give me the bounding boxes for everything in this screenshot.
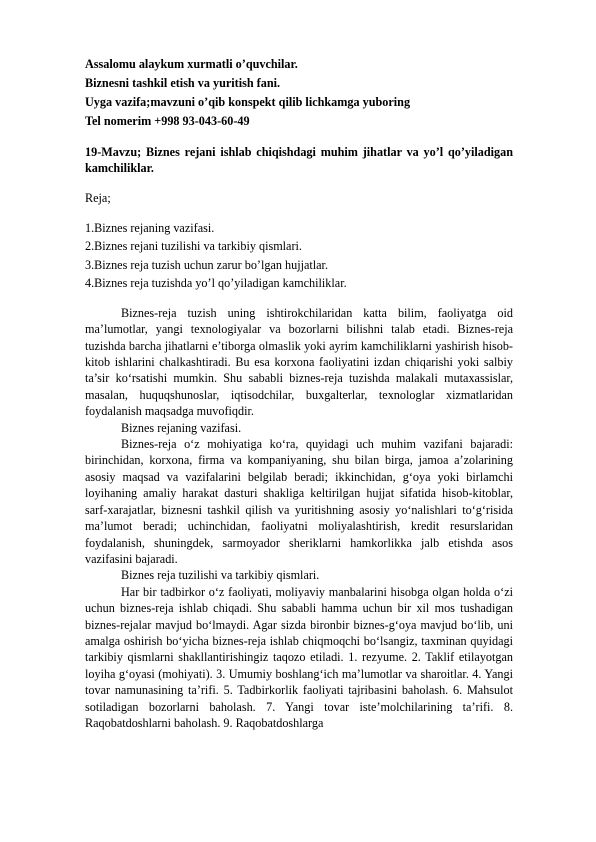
plan-item: 1.Biznes rejaning vazifasi. [85,220,215,235]
plan-list [85,219,513,293]
plan-item: 4.Biznes reja tuzishda yo’l qo’yiladigan kamchiliklar. [85,276,347,291]
subject-line: Biznesni tashkil etish va yuritish fani. [85,76,281,90]
phone-line: Tel nomerim +998 93-043-60-49 [85,114,250,128]
document-page [85,55,513,731]
body-text [85,305,513,732]
section-heading-tuzilishi: Biznes reja tuzilishi va tarkibiy qismlari. [121,568,320,583]
plan-label: Reja; [85,190,111,205]
plan-item: 3.Biznes reja tuzish uchun zarur bo’lgan hujjatlar. [85,257,328,272]
greeting-line: Assalomu alaykum xurmatli o’quvchilar. [85,57,298,71]
paragraph-tuzilishi: Har bir tadbirkor o‘z faoliyati, moliyaviy manbalarini hisobga olgan holda o‘zi uchun biznes-reja ishlab chiqadi. Shu sababli hamma uchun bir xil mos tushadigan biznes-rejalar mavjud bo‘lmaydi. Agar sizda bironbir biznes-g‘oya mavjud bo‘lib, uni amalga oshirish bo‘yicha biznes-reja ishlab chiqmoqchi bo‘lsangiz, taxminan quyidagi tarkibiy qismlarni shakllantirishingiz taqozo etiladi. 1. rezyume. 2. Taklif etilayotgan loyiha g‘oyasi (mohiyati). 3. Umumiy boshlang‘ich ma’lumotlar va sharoitlar. 4. Yangi tovar namunasining ta’rifi. 5. Tadbirkorlik faoliyati tajribasini baholash. 6. Mahsulot sotiladigan bozorlarni baholash. 7. Yangi tovar iste’molchilarining ta’rifi. 8. Raqobatdoshlarni baholash. 9. Raqobatdoshlarga [85,584,513,730]
topic-title: 19-Mavzu; Biznes rejani ishlab chiqishdagi muhim jihatlar va yo’l qo’yiladigan kamchiliklar. [85,145,513,176]
paragraph-vazifasi: Biznes-reja o‘z mohiyatiga ko‘ra, quyidagi uch muhim vazifani bajaradi: birinchidan, korxona, firma va kompaniyaning, shu bilan birga, jamoa a’zolarining asosiy maqsad va vazifalarini belgilab beradi; ikkinchidan, g‘oya yoki birlamchi loyihaning amaliy harakat dasturi shakliga keltirilgan hujjat sifatida hisob-kitoblar, sarf-xarajatlar, biznesni tashkil qilish va yuritishning asosiy yo‘nalishlari to‘g‘risida ma’lumot beradi; uchinchidan, faoliyatni moliyalashtirish, kredit resurslaridan foydalanish, shuningdek, sarmoyador sheriklarni hamkorlikka jalb etishda asos vazifasini bajaradi. [85,437,513,566]
plan-item: 2.Biznes rejani tuzilishi va tarkibiy qismlari. [85,239,302,254]
homework-line: Uyga vazifa;mavzuni o’qib konspekt qilib lichkamga yuboring [85,95,411,109]
section-heading-vazifasi: Biznes rejaning vazifasi. [121,420,242,435]
paragraph-intro: Biznes-reja tuzish uning ishtirokchilaridan katta bilim, faoliyatga oid ma’lumotlar, yangi texnologiyalar va bozorlarni bilishni talab etadi. Biznes-reja tuzishda barcha jihatlarni e’tiborga olmaslik yoki ayrim kamchiliklarni yashirish hisob-kitob ishlarini chalkashtiradi. Bu esa korxona faoliyatini izdan chiqarishi yoki salbiy ta’sir ko‘rsatishi mumkin. Shu sababli biznes-reja tuzishda malakali mutaxassislar, masalan, huquqshunoslar, iqtisodchilar, buxgalterlar, texnologlar xizmatlaridan foydalanish maqsadga muvofiqdir. [85,305,513,419]
